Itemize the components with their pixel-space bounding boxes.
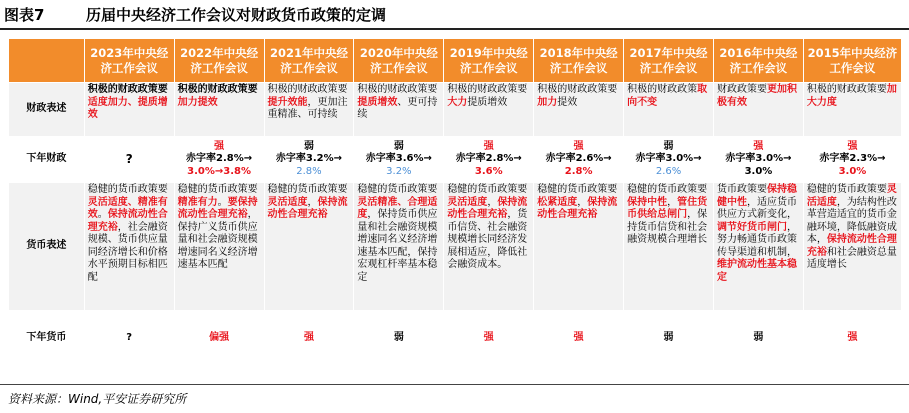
monetary-statement-cell (713, 183, 803, 311)
fiscal-statement-cell (713, 83, 803, 137)
text-run: 灵活适度 (267, 196, 308, 208)
text-run: 取向不变 (627, 84, 708, 108)
fiscal-strength: 弱 (393, 140, 404, 152)
row-label-fiscal-statement: 财政表述 (9, 83, 85, 137)
text-run: ，保持货币信贷和社会融资规模合理增长 (627, 209, 708, 245)
monetary-next-year-cell (713, 311, 803, 367)
text-run: 提质增效 (467, 96, 508, 108)
text-run: 保持流动性合理充裕 (87, 209, 168, 233)
fiscal-next-year-cell (624, 137, 714, 183)
text-run: ，保持货币供应量和社会融资规模增速同名义经济增速基本匹配，保持宏观杠杆率基本稳定 (357, 209, 438, 283)
text-run: 灵活适度、精准有效 (87, 196, 168, 220)
fiscal-statement-cell (624, 83, 714, 137)
header-year-3: 2021年中央经济工作会议 (264, 39, 354, 83)
figure-title-bar (0, 0, 909, 30)
header-corner (9, 39, 85, 83)
monetary-strength: 强 (483, 332, 494, 344)
text-run: 稳健的货币政策要 (177, 184, 258, 195)
monetary-strength: 强 (303, 332, 314, 344)
text-run: 稳健的货币政策要 (806, 184, 887, 195)
monetary-strength: 偏强 (209, 332, 230, 344)
monetary-strength: 强 (847, 332, 858, 344)
fiscal-strength: 弱 (303, 140, 314, 152)
header-year-5: 2019年中央经济工作会议 (444, 39, 534, 83)
header-year-4: 2020年中央经济工作会议 (354, 39, 444, 83)
text-run: 积极的财政政策要 (357, 84, 438, 95)
text-run: 。 (217, 196, 228, 208)
text-run: 大力 (447, 96, 468, 108)
text-run: 保持稳健中性 (716, 184, 797, 208)
monetary-strength: 强 (573, 332, 584, 344)
monetary-statement-cell (444, 183, 534, 311)
fiscal-statement-cell (84, 83, 174, 137)
text-run: ，努力畅通货币政策传导渠道和机制， (716, 221, 797, 258)
fiscal-next-year-cell (264, 137, 354, 183)
deficit-rate: 赤字率2.3%→ (819, 153, 886, 165)
header-year-9: 2015年中央经济工作会议 (803, 39, 901, 83)
row-label-fiscal-next-year: 下年财政 (9, 137, 85, 183)
deficit-rate: 赤字率3.0%→ (725, 153, 792, 165)
fiscal-next-year-cell (803, 137, 901, 183)
text-run: ， (577, 196, 588, 208)
header-year-8: 2016年中央经济工作会议 (713, 39, 803, 83)
text-run: 稳健的货币政策要 (357, 184, 438, 195)
text-run: ， (307, 196, 318, 208)
text-run: 积极的财政政策要 (177, 84, 258, 95)
monetary-next-year-cell (264, 311, 354, 367)
text-run: 提升效能 (267, 96, 308, 108)
text-run: 适度加力、提质增效 (87, 96, 168, 120)
text-run: 保持流动性合理充裕 (267, 196, 348, 220)
deficit-rate-change: 2.6% (655, 165, 682, 177)
header-year-1: 2023年中央经济工作会议 (84, 39, 174, 83)
deficit-rate-change: 3.0% (838, 165, 867, 177)
deficit-rate: 赤字率2.6%→ (545, 153, 612, 165)
header-year-6: 2018年中央经济工作会议 (534, 39, 624, 83)
monetary-next-year-cell (354, 311, 444, 367)
fiscal-strength: 强 (214, 140, 225, 152)
text-run: 保持流动性合理充裕 (537, 196, 618, 220)
deficit-rate-change: 3.6% (474, 165, 503, 177)
monetary-next-year-row (9, 311, 902, 367)
text-run: 积极的财政政策 (627, 84, 698, 95)
monetary-statement-cell (624, 183, 714, 311)
text-run: ，适应货币供应方式新变化， (716, 196, 797, 220)
fiscal-statement-row (9, 83, 902, 137)
monetary-next-year-cell (803, 311, 901, 367)
text-run: 灵活精准、合理适度 (357, 196, 438, 220)
text-run: 保持流动性合理充裕 (806, 234, 897, 258)
fiscal-statement-cell (534, 83, 624, 137)
monetary-statement-cell (534, 183, 624, 311)
text-run: ，保持广义货币供应量和社会融资规模增速同名义经济增速基本匹配 (177, 209, 258, 270)
text-run: 保持中性 (627, 196, 668, 208)
fiscal-strength: 强 (573, 140, 584, 152)
text-run: 提质增效 (357, 96, 398, 108)
text-run: 维护流动性基本稳定 (716, 259, 797, 283)
text-run: 积极的财政政策要 (537, 84, 618, 95)
deficit-rate: 赤字率3.0%→ (635, 153, 702, 165)
deficit-rate-change: 2.8% (564, 165, 593, 177)
monetary-strength: ? (126, 332, 133, 344)
monetary-statement-row (9, 183, 902, 311)
monetary-next-year-cell (174, 311, 264, 367)
deficit-rate-change: 3.0% (744, 165, 773, 177)
header-year-2: 2022年中央经济工作会议 (174, 39, 264, 83)
fiscal-next-year-cell (713, 137, 803, 183)
text-run: 积极的财政政策要 (447, 84, 528, 95)
text-run: 加大力度 (806, 84, 897, 108)
text-run: 稳健的货币政策要 (447, 184, 528, 195)
text-run: 稳健的货币政策要 (537, 184, 618, 195)
text-run: 积极的财政政策要 (806, 84, 887, 95)
fiscal-next-year-cell (84, 137, 174, 183)
monetary-next-year-cell (624, 311, 714, 367)
text-run: 保持流动性合理充裕 (447, 196, 528, 220)
monetary-statement-cell (354, 183, 444, 311)
row-label-monetary-next-year: 下年货币 (9, 311, 85, 367)
monetary-statement-cell (803, 183, 901, 311)
deficit-rate: 赤字率3.2%→ (275, 153, 343, 165)
text-run: 要保持流动性合理充裕 (177, 196, 258, 220)
monetary-strength: 弱 (753, 332, 764, 344)
text-run: ， (667, 196, 678, 208)
header-row (9, 39, 902, 83)
fiscal-next-year-cell (534, 137, 624, 183)
monetary-statement-cell (264, 183, 354, 311)
fiscal-next-year-cell (354, 137, 444, 183)
text-run: 精准有力 (177, 196, 218, 208)
text-run: 稳健的货币政策要 (267, 184, 348, 195)
text-run: 加力提效 (177, 96, 218, 108)
text-run: 松紧适度 (537, 196, 578, 208)
figure-label: 图表7 (4, 5, 45, 24)
fiscal-statement-cell (444, 83, 534, 137)
text-run: ， (487, 196, 498, 208)
text-run: 积极的财政政策要 (267, 84, 348, 95)
deficit-rate: 赤字率2.8%→ (186, 153, 253, 165)
fiscal-next-year-cell (444, 137, 534, 183)
fiscal-strength: 强 (753, 140, 764, 152)
text-run: 管住货币供给总闸门 (627, 196, 708, 220)
text-run: ，货币信贷、社会融资规模增长同经济发展相适应，降低社会融资成本。 (447, 209, 528, 270)
fiscal-statement-cell (803, 83, 901, 137)
text-run: ，社会融资规模、货币供应量同经济增长和价格水平预期目标相匹配 (87, 221, 168, 283)
fiscal-statement-cell (174, 83, 264, 137)
text-run: 财政政策要 (716, 84, 767, 95)
deficit-rate-change: 3.0%→3.8% (187, 165, 252, 177)
text-run: 灵活适度 (806, 184, 897, 208)
fiscal-next-year-row (9, 137, 902, 183)
monetary-next-year-cell (444, 311, 534, 367)
text-run: 稳健的货币政策要 (87, 184, 168, 195)
fiscal-strength: 强 (847, 140, 858, 152)
fiscal-statement-cell (264, 83, 354, 137)
text-run: 调节好货币闸门 (716, 221, 787, 233)
text-run: 货币政策要 (716, 184, 767, 195)
monetary-strength: 弱 (663, 332, 674, 344)
deficit-rate-change: 3.2% (386, 165, 412, 177)
text-run: ，为结构性改革营造适宜的货币金融环境，降低融资成本， (806, 196, 897, 245)
monetary-statement-cell (174, 183, 264, 311)
fiscal-next-year-cell (174, 137, 264, 183)
deficit-rate-change: 2.8% (296, 165, 322, 177)
text-run: 稳健的货币政策要 (627, 184, 708, 195)
text-run: 加力 (537, 96, 558, 108)
fiscal-strength: 弱 (663, 140, 674, 152)
text-run: ，更加注重精准、可持续 (267, 96, 348, 120)
text-run: 灵活适度 (447, 196, 488, 208)
deficit-rate: 赤字率2.8%→ (455, 153, 522, 165)
row-label-monetary-statement: 货币表述 (9, 183, 85, 311)
text-run: 积极的财政政策要 (87, 84, 168, 95)
monetary-strength: 弱 (393, 332, 404, 344)
unknown-mark: ? (125, 152, 133, 167)
fiscal-statement-cell (354, 83, 444, 137)
policy-table (8, 38, 902, 367)
figure-title: 历届中央经济工作会议对财政货币政策的定调 (86, 5, 387, 24)
monetary-next-year-cell (534, 311, 624, 367)
fiscal-strength: 强 (483, 140, 494, 152)
monetary-statement-cell (84, 183, 174, 311)
text-run: 更加积极有效 (716, 84, 797, 108)
monetary-next-year-cell (84, 311, 174, 367)
source-note: 资料来源：Wind,平安证券研究所 (0, 384, 909, 413)
deficit-rate: 赤字率3.6%→ (365, 153, 432, 165)
text-run: 和社会融资总量适度增长 (806, 246, 897, 270)
text-run: 。 (97, 209, 108, 220)
text-run: 、更可持续 (357, 96, 438, 120)
header-year-7: 2017年中央经济工作会议 (624, 39, 714, 83)
text-run: 提效 (557, 96, 578, 108)
